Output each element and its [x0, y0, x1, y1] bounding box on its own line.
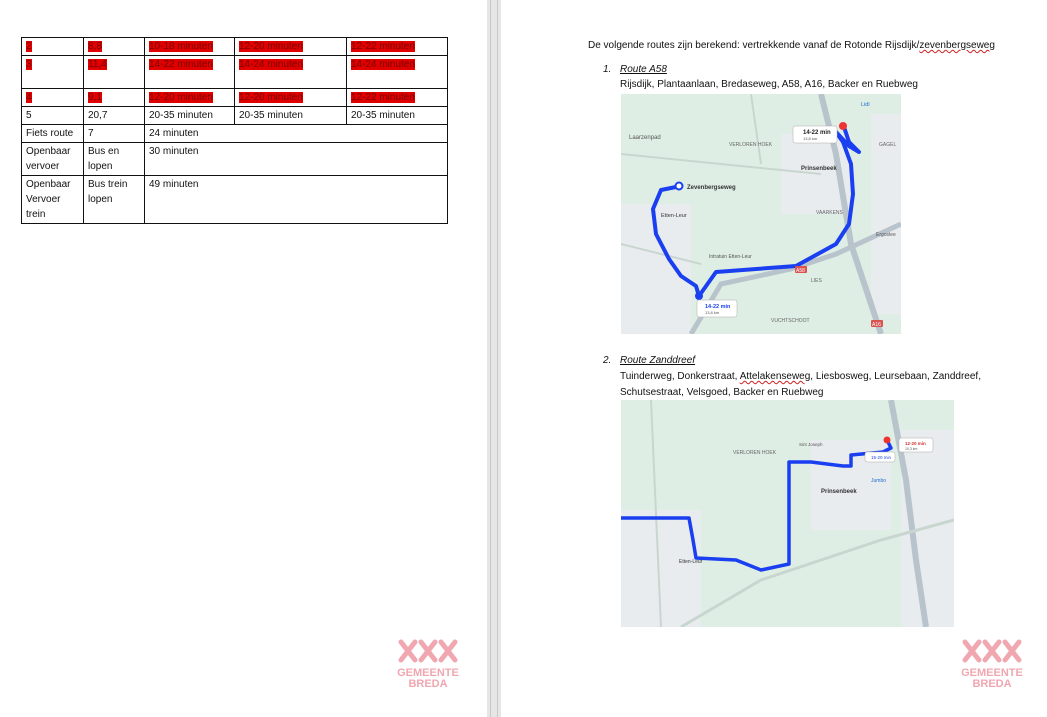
- map1-label-intratuin: Intratuin Etten-Leur: [709, 254, 752, 260]
- map1-label-lies: LIES: [811, 278, 822, 284]
- map1-label-vaarkens: VAARKENS: [816, 210, 843, 216]
- map1-badge-top[interactable]: [793, 126, 837, 143]
- table-cell-text: 3: [26, 59, 32, 70]
- svg-text:15-20 min: 15-20 min: [871, 455, 892, 460]
- logo-text-breda: BREDA: [408, 678, 448, 690]
- table-cell-text: 14-24 minuten: [239, 59, 303, 70]
- document-page-left: [0, 0, 487, 717]
- routes-intro: [588, 40, 995, 51]
- map1-label-gagel: GAGEL: [879, 142, 897, 148]
- map1-label-prinsenbeek: Prinsenbeek: [801, 166, 837, 172]
- table-cell: [145, 107, 235, 125]
- map1-label-vuchtschoot: VUCHTSCHOOT: [771, 318, 810, 324]
- logo-text-gemeente: GEMEENTE: [397, 667, 459, 679]
- table-cell-text: 7: [88, 128, 94, 139]
- route-2-desc-part-a: Tuinderweg, Donkerstraat,: [620, 371, 740, 382]
- table-cell: [22, 176, 84, 224]
- map2-label-sint-joseph: Sint Joseph: [799, 442, 823, 447]
- map2-badge-top[interactable]: [899, 438, 933, 452]
- table-cell-text: 20-35 minuten: [149, 110, 213, 121]
- logo-text-gemeente: GEMEENTE: [961, 667, 1023, 679]
- table-cell-text: 14-24 minuten: [351, 59, 415, 70]
- table-cell-text: 12-20 minuten: [149, 92, 213, 103]
- map2-label-prinsenbeek: Prinsenbeek: [821, 489, 857, 495]
- table-cell: [347, 56, 448, 89]
- table-cell-text: 49 minuten: [149, 179, 199, 190]
- route-2-desc-line-2: Schutsestraat, Velsgoed, Backer en Ruebweg: [620, 387, 824, 398]
- svg-text:12-20 min: 12-20 min: [905, 441, 926, 446]
- svg-text:14-22 min: 14-22 min: [705, 304, 731, 310]
- logo-text-breda: BREDA: [972, 678, 1012, 690]
- intro-misspelled-word[interactable]: zevenbergseweg: [919, 40, 995, 51]
- table-cell: [22, 143, 84, 176]
- map2-badge-route[interactable]: [865, 452, 895, 462]
- map2-label-verloren-hoek: VERLOREN HOEK: [733, 450, 777, 456]
- table-cell-text: 12-20 minuten: [239, 92, 303, 103]
- table-cell-text: 20-35 minuten: [239, 110, 303, 121]
- table-cell-text: 12-20 minuten: [239, 41, 303, 52]
- table-cell: [145, 125, 448, 143]
- table-cell: [84, 89, 145, 107]
- table-row: [22, 89, 448, 107]
- map1-label-lidl: Lidl: [861, 102, 870, 108]
- table-cell: [145, 89, 235, 107]
- map2-label-jumbo: Jumbo: [871, 478, 887, 484]
- table-cell-text: 20-35 minuten: [351, 110, 415, 121]
- xxx-icon: [961, 638, 1023, 664]
- table-cell: [22, 56, 84, 89]
- svg-text:10,3 km: 10,3 km: [905, 447, 918, 451]
- table-row: [22, 38, 448, 56]
- table-cell: [235, 56, 347, 89]
- table-cell: [84, 56, 145, 89]
- table-row: [22, 107, 448, 125]
- table-cell: [145, 176, 448, 224]
- table-cell-text: Openbaar vervoer: [26, 146, 71, 172]
- table-cell: [84, 176, 145, 224]
- table-cell: [347, 38, 448, 56]
- map1-label-verloren-hoek: VERLOREN HOEK: [729, 142, 773, 148]
- table-cell-text: Bus trein lopen: [88, 179, 128, 205]
- table-cell: [84, 38, 145, 56]
- route-2-number: 2.: [603, 355, 612, 366]
- route-2-map: [621, 400, 954, 627]
- table-cell: [84, 107, 145, 125]
- table-row: [22, 176, 448, 224]
- table-cell-text: Bus en lopen: [88, 146, 120, 172]
- svg-text:14-22 min: 14-22 min: [803, 130, 831, 136]
- map1-road-a16: A16: [872, 322, 881, 328]
- route-2-heading: [603, 355, 695, 366]
- table-cell-text: 8,8: [88, 41, 102, 52]
- map1-badge-bottom[interactable]: [697, 300, 737, 317]
- table-cell: [347, 107, 448, 125]
- table-cell-text: 14-22 minuten: [149, 59, 213, 70]
- table-cell-text: 9,1: [88, 92, 102, 103]
- xxx-icon: [397, 638, 459, 664]
- table-cell: [145, 143, 448, 176]
- table-cell: [235, 89, 347, 107]
- table-row: [22, 56, 448, 89]
- route-2-title: Route Zanddreef: [620, 355, 696, 366]
- table-cell-text: 12-22 minuten: [351, 41, 415, 52]
- route-2-desc-part-b: , Liesbosweg, Leursebaan, Zanddreef,: [810, 371, 981, 382]
- table-cell: [84, 125, 145, 143]
- map1-label-etten-leur: Etten-Leur: [661, 213, 687, 219]
- table-cell: [22, 125, 84, 143]
- map1-label-zevenbergseweg: Zevenbergseweg: [687, 185, 736, 191]
- table-cell-text: Openbaar Vervoer trein: [26, 179, 71, 220]
- table-cell: [145, 56, 235, 89]
- gemeente-breda-logo-right: [947, 638, 1037, 690]
- table-cell: [22, 38, 84, 56]
- map1-label-ergoslee: Ergoslee: [876, 232, 896, 238]
- travel-time-table: [21, 37, 448, 224]
- route-2-description: [620, 369, 981, 401]
- table-cell-text: 10-18 minuten: [149, 41, 213, 52]
- map1-road-a58: A58: [796, 268, 805, 274]
- route-1-map: [621, 94, 901, 334]
- table-cell-text: 30 minuten: [149, 146, 199, 157]
- table-cell: [347, 89, 448, 107]
- map1-label-laarzenpad: Laarzenpad: [629, 135, 661, 141]
- table-cell: [235, 107, 347, 125]
- intro-text: De volgende routes zijn berekend: vertrekkende vanaf de Rotonde Rijsdijk/: [588, 40, 920, 51]
- route-2-misspelled-word[interactable]: Attelakenseweg: [739, 371, 811, 382]
- table-cell-text: 11,4: [88, 59, 107, 70]
- table-cell-text: 2: [26, 41, 32, 52]
- table-cell-text: 24 minuten: [149, 128, 199, 139]
- table-cell-text: 20,7: [88, 110, 108, 121]
- table-cell: [235, 38, 347, 56]
- route-1-title: Route A58: [620, 64, 667, 75]
- table-cell-text: 4: [26, 92, 32, 103]
- table-cell: [145, 38, 235, 56]
- route-1-description: Rijsdijk, Plantaanlaan, Bredaseweg, A58, A16, Backer en Ruebweg: [620, 79, 918, 90]
- table-cell-text: 5: [26, 110, 32, 121]
- page-gap: [487, 0, 501, 717]
- route-1-heading: [603, 64, 667, 75]
- table-cell: [22, 107, 84, 125]
- route-1-number: 1.: [603, 64, 612, 75]
- gemeente-breda-logo: [383, 638, 473, 690]
- document-page-right: [501, 0, 1047, 717]
- svg-text:13,8 km: 13,8 km: [803, 136, 818, 141]
- table-row: [22, 143, 448, 176]
- table-cell: [84, 143, 145, 176]
- map2-label-etten-leur: Etten-Leur: [679, 559, 703, 565]
- svg-text:13,8 km: 13,8 km: [705, 310, 720, 315]
- table-cell-text: 12-22 minuten: [351, 92, 415, 103]
- table-row: [22, 125, 448, 143]
- table-cell: [22, 89, 84, 107]
- table-cell-text: Fiets route: [26, 128, 74, 139]
